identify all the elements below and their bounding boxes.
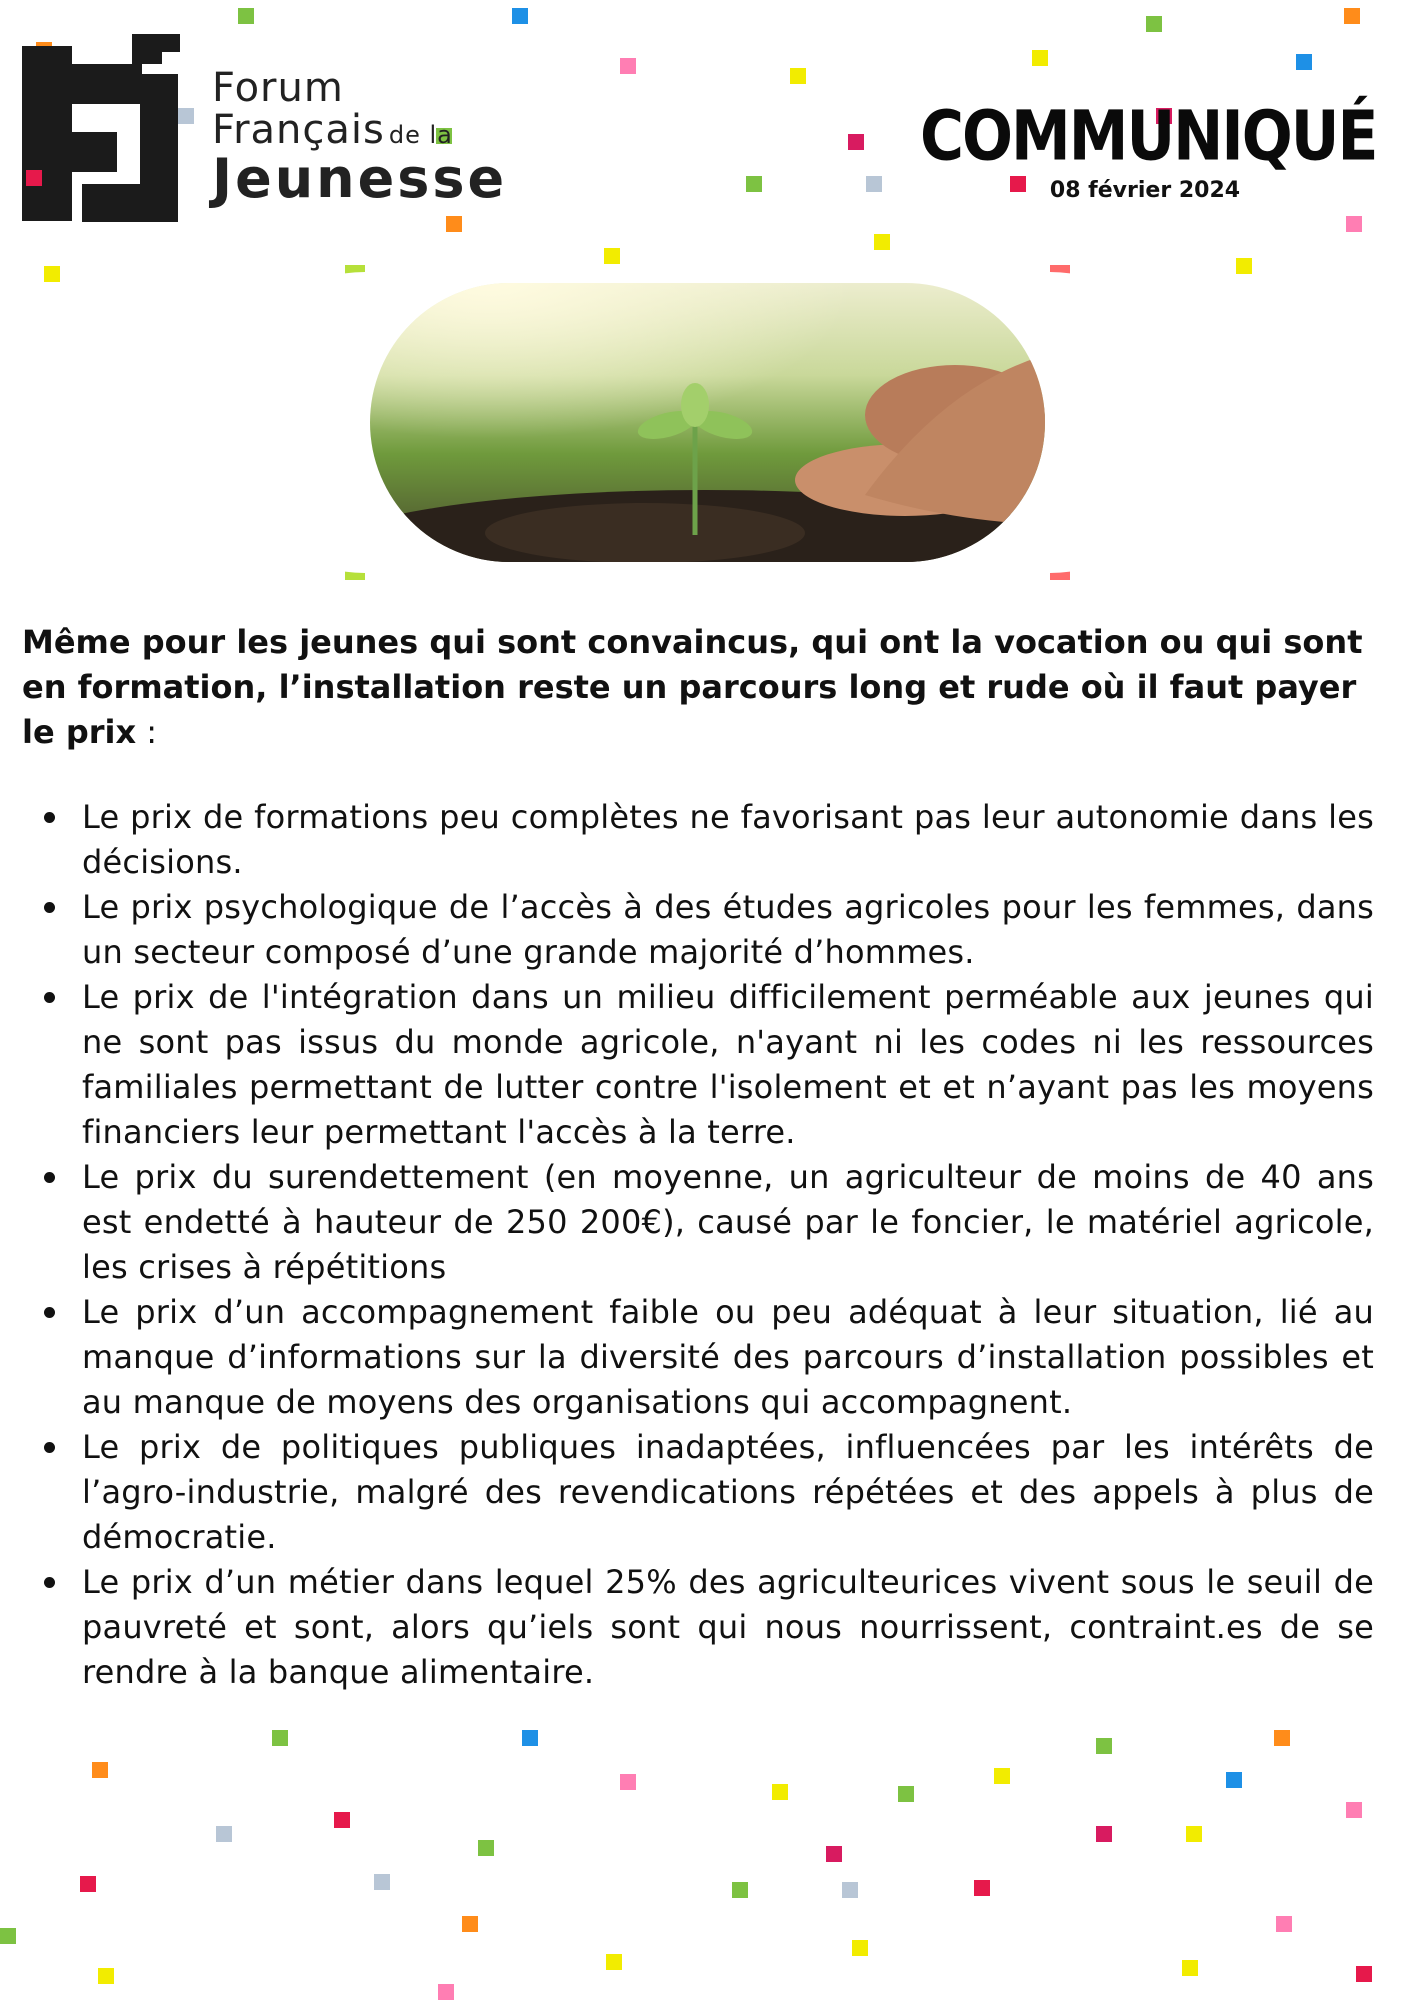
bullet-icon: [44, 1577, 55, 1588]
confetti-square: [92, 1762, 108, 1778]
confetti-square: [374, 1874, 390, 1890]
confetti-square: [604, 248, 620, 264]
bullet-icon: [44, 992, 55, 1003]
list-item: [22, 975, 1374, 1155]
fj-logo-mark: [22, 34, 200, 229]
confetti-square: [238, 8, 254, 24]
intro-paragraph: [22, 620, 1374, 755]
list-item-text: Le prix de politiques publiques inadaptées, influencées par les intérêts de l’agro-industrie, malgré des revendications répétées et des appels à plus de démocratie.: [82, 1428, 1374, 1556]
confetti-square: [272, 1730, 288, 1746]
logo-line-forum: Forum: [212, 65, 344, 111]
list-item: [22, 1425, 1374, 1560]
confetti-square: [790, 68, 806, 84]
communique-title: COMMUNIQUÉ: [920, 96, 1377, 177]
list-item-text: Le prix d’un accompagnement faible ou peu adéquat à leur situation, lié au manque d’informations sur la diversité des parcours d’installation possibles et au manque de moyens des organisations qui accompagnent.: [82, 1293, 1374, 1421]
intro-colon: :: [136, 713, 158, 751]
price-list: [22, 795, 1374, 1695]
confetti-square: [80, 1876, 96, 1892]
confetti-square: [826, 1846, 842, 1862]
list-item-text: Le prix du surendettement (en moyenne, un agriculteur de moins de 40 ans est endetté à hauteur de 250 200€), causé par le foncier, le matériel agricole, les crises à répétitions: [82, 1158, 1374, 1286]
confetti-square: [1096, 1738, 1112, 1754]
confetti-square: [1226, 1772, 1242, 1788]
confetti-square: [478, 1840, 494, 1856]
confetti-square: [994, 1768, 1010, 1784]
confetti-square: [1274, 1730, 1290, 1746]
confetti-square: [848, 134, 864, 150]
confetti-square: [1344, 8, 1360, 24]
confetti-square: [462, 1916, 478, 1932]
list-item-text: Le prix de l'intégration dans un milieu difficilement perméable aux jeunes qui ne sont pas issus du monde agricole, n'ayant ni les codes ni les ressources familiales permettant de lutter contre l'isolement et et n’ayant pas les moyens financiers leur permettant l'accès à la terre.: [82, 978, 1374, 1151]
confetti-square: [1356, 1966, 1372, 1982]
bullet-icon: [44, 812, 55, 823]
confetti-square: [898, 1786, 914, 1802]
confetti-square: [606, 1954, 622, 1970]
confetti-square: [852, 1940, 868, 1956]
confetti-square: [1276, 1916, 1292, 1932]
list-item: [22, 1290, 1374, 1425]
confetti-square: [1146, 16, 1162, 32]
confetti-square: [746, 176, 762, 192]
confetti-square: [1186, 1826, 1202, 1842]
confetti-square: [334, 1812, 350, 1828]
confetti-square: [44, 266, 60, 282]
confetti-square: [842, 1882, 858, 1898]
hero-image: [345, 265, 1070, 580]
logo: [22, 34, 508, 234]
logo-de-la: de la: [388, 121, 453, 149]
logo-francais-text: Français: [212, 107, 385, 153]
confetti-square: [98, 1968, 114, 1984]
confetti-square: [1346, 1802, 1362, 1818]
confetti-square: [974, 1880, 990, 1896]
list-item: [22, 885, 1374, 975]
list-item: [22, 1155, 1374, 1290]
bullet-icon: [44, 1307, 55, 1318]
confetti-square: [866, 176, 882, 192]
list-item-text: Le prix de formations peu complètes ne favorisant pas leur autonomie dans les décisions.: [82, 798, 1374, 881]
confetti-square: [1236, 258, 1252, 274]
confetti-square: [1182, 1960, 1198, 1976]
list-item-text: Le prix d’un métier dans lequel 25% des agriculteurices vivent sous le seuil de pauvreté et sont, alors qu’iels sont qui nous nourrissent, contraint.es de se rendre à la banque alimentaire.: [82, 1563, 1374, 1691]
confetti-square: [772, 1784, 788, 1800]
confetti-square: [874, 234, 890, 250]
confetti-square: [1296, 54, 1312, 70]
bullet-icon: [44, 902, 55, 913]
confetti-square: [620, 1774, 636, 1790]
confetti-square: [216, 1826, 232, 1842]
confetti-square: [1096, 1826, 1112, 1842]
communique-date: 08 février 2024: [1049, 178, 1241, 203]
confetti-square: [438, 1984, 454, 2000]
confetti-square: [522, 1730, 538, 1746]
logo-line-francais: [212, 107, 507, 153]
intro-text: Même pour les jeunes qui sont convaincus, qui ont la vocation ou qui sont en formation, l’installation reste un parcours long et rude où il faut payer le prix: [22, 623, 1363, 751]
bullet-icon: [44, 1442, 55, 1453]
logo-line-jeunesse: Jeunesse: [212, 147, 508, 210]
list-item: [22, 1560, 1374, 1695]
confetti-square: [512, 8, 528, 24]
logo-wordmark: [212, 65, 508, 210]
confetti-square: [0, 1928, 16, 1944]
list-item-text: Le prix psychologique de l’accès à des études agricoles pour les femmes, dans un secteur composé d’une grande majorité d’hommes.: [82, 888, 1374, 971]
confetti-square: [732, 1882, 748, 1898]
confetti-square: [1032, 50, 1048, 66]
confetti-square: [620, 58, 636, 74]
list-item: [22, 795, 1374, 885]
bullet-icon: [44, 1172, 55, 1183]
confetti-square: [1346, 216, 1362, 232]
